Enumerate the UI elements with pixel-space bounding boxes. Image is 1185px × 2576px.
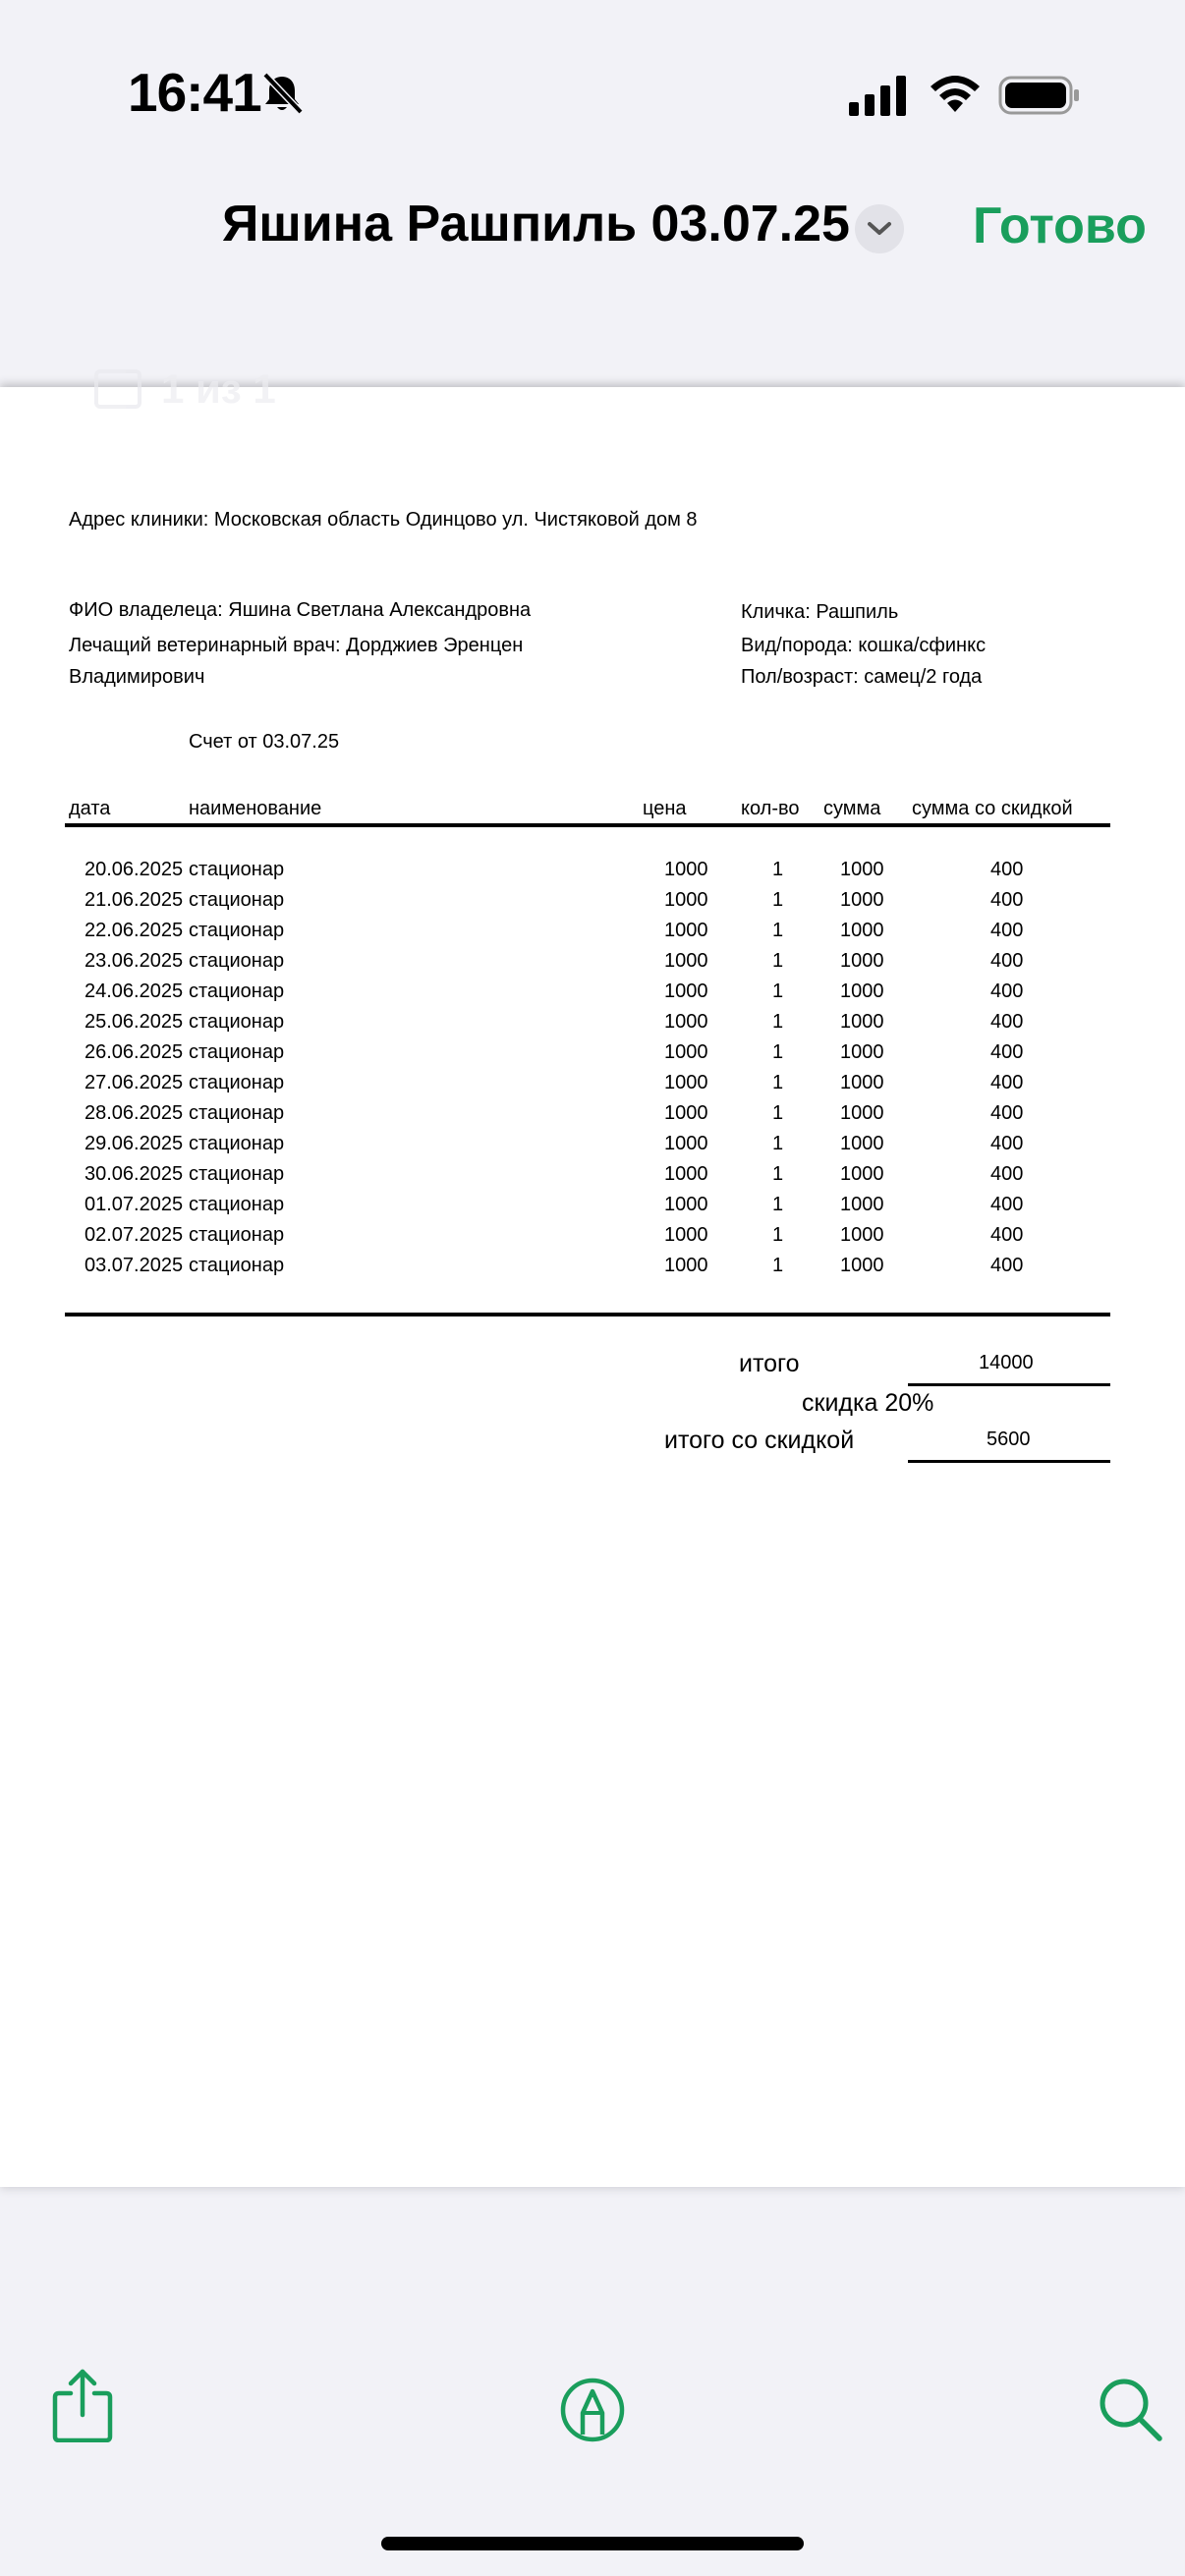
total-underline <box>908 1383 1110 1386</box>
cell-discounted: 400 <box>990 1011 1024 1033</box>
cell-price: 1000 <box>664 1224 708 1246</box>
cell-date: 21.06.2025 <box>85 889 184 911</box>
cell-qty: 1 <box>772 1011 784 1033</box>
cell-discounted: 400 <box>990 1224 1024 1246</box>
cell-name: стационар <box>189 1133 285 1154</box>
table-bottom-rule <box>65 1313 1110 1316</box>
discounted-total-label: итого со скидкой <box>664 1427 855 1454</box>
cell-qty: 1 <box>772 1194 784 1215</box>
cell-qty: 1 <box>772 1224 784 1246</box>
cell-price: 1000 <box>664 1163 708 1185</box>
cell-name: стационар <box>189 920 285 941</box>
cell-qty: 1 <box>772 859 784 880</box>
cell-qty: 1 <box>772 1163 784 1185</box>
col-header-sum: сумма <box>823 798 881 819</box>
bell-slash-icon <box>257 69 307 118</box>
cell-discounted: 400 <box>990 1194 1024 1215</box>
cell-date: 22.06.2025 <box>85 920 184 941</box>
cell-discounted: 400 <box>990 920 1024 941</box>
cell-qty: 1 <box>772 889 784 911</box>
discount-label: скидка 20% <box>802 1389 934 1417</box>
cell-name: стационар <box>189 980 285 1002</box>
document-page <box>0 387 1185 2187</box>
markup-pen-icon[interactable] <box>560 2378 625 2442</box>
cell-price: 1000 <box>664 920 708 941</box>
cell-name: стационар <box>189 1011 285 1033</box>
cell-date: 03.07.2025 <box>85 1255 184 1276</box>
cell-discounted: 400 <box>990 980 1024 1002</box>
cell-name: стационар <box>189 950 285 972</box>
cell-name: стационар <box>189 859 285 880</box>
table-row <box>0 1163 1185 1193</box>
cell-price: 1000 <box>664 950 708 972</box>
table-row <box>0 1041 1185 1071</box>
cell-name: стационар <box>189 1041 285 1063</box>
cell-qty: 1 <box>772 1072 784 1093</box>
table-row <box>0 1194 1185 1223</box>
cell-date: 25.06.2025 <box>85 1011 184 1033</box>
cell-sum: 1000 <box>840 1072 884 1093</box>
cell-date: 28.06.2025 <box>85 1102 184 1124</box>
table-row <box>0 889 1185 919</box>
cell-qty: 1 <box>772 1102 784 1124</box>
table-row <box>0 1224 1185 1254</box>
cell-name: стационар <box>189 1102 285 1124</box>
cell-name: стационар <box>189 1224 285 1246</box>
title-menu-button[interactable] <box>855 204 904 253</box>
table-row <box>0 1011 1185 1040</box>
col-header-date: дата <box>69 798 111 819</box>
cell-discounted: 400 <box>990 1102 1024 1124</box>
cell-date: 20.06.2025 <box>85 859 184 880</box>
cell-price: 1000 <box>664 1194 708 1215</box>
cell-sum: 1000 <box>840 1102 884 1124</box>
cell-sum: 1000 <box>840 1255 884 1276</box>
home-indicator <box>381 2537 804 2550</box>
document-title: Яшина Рашпиль 03.07.25 <box>222 196 850 252</box>
cellular-signal-icon <box>849 75 908 118</box>
cell-sum: 1000 <box>840 950 884 972</box>
cell-date: 30.06.2025 <box>85 1163 184 1185</box>
cell-qty: 1 <box>772 980 784 1002</box>
col-header-qty: кол-во <box>741 798 800 819</box>
cell-sum: 1000 <box>840 980 884 1002</box>
cell-date: 27.06.2025 <box>85 1072 184 1093</box>
header-rule <box>65 823 1110 827</box>
cell-date: 23.06.2025 <box>85 950 184 972</box>
search-icon[interactable] <box>1097 2376 1163 2442</box>
table-row <box>0 1133 1185 1162</box>
col-header-price: цена <box>643 798 687 819</box>
total-value: 14000 <box>979 1352 1034 1373</box>
chevron-down-icon <box>867 221 892 237</box>
cell-sum: 1000 <box>840 1194 884 1215</box>
share-icon[interactable] <box>51 2368 114 2442</box>
page-indicator <box>59 362 324 417</box>
cell-date: 01.07.2025 <box>85 1194 184 1215</box>
cell-date: 02.07.2025 <box>85 1224 184 1246</box>
doctor-name-cont: Владимирович <box>69 666 205 688</box>
cell-name: стационар <box>189 1163 285 1185</box>
cell-name: стационар <box>189 1255 285 1276</box>
cell-sum: 1000 <box>840 1163 884 1185</box>
pet-sex-age: Пол/возраст: самец/2 года <box>741 666 983 688</box>
cell-name: стационар <box>189 1194 285 1215</box>
cell-qty: 1 <box>772 1041 784 1063</box>
cell-qty: 1 <box>772 1133 784 1154</box>
cell-date: 26.06.2025 <box>85 1041 184 1063</box>
cell-discounted: 400 <box>990 1072 1024 1093</box>
table-row <box>0 920 1185 949</box>
table-row <box>0 859 1185 888</box>
table-row <box>0 1102 1185 1132</box>
wifi-icon <box>928 71 983 116</box>
page-thumbnail-icon <box>94 369 141 409</box>
cell-discounted: 400 <box>990 889 1024 911</box>
total-label: итого <box>739 1350 800 1377</box>
col-header-name: наименование <box>189 798 322 819</box>
cell-price: 1000 <box>664 859 708 880</box>
cell-price: 1000 <box>664 889 708 911</box>
cell-price: 1000 <box>664 1041 708 1063</box>
cell-price: 1000 <box>664 1255 708 1276</box>
cell-price: 1000 <box>664 1133 708 1154</box>
table-row <box>0 1072 1185 1101</box>
cell-price: 1000 <box>664 1072 708 1093</box>
cell-price: 1000 <box>664 980 708 1002</box>
pet-name: Кличка: Рашпиль <box>741 601 899 623</box>
status-bar <box>0 0 1185 187</box>
cell-sum: 1000 <box>840 1133 884 1154</box>
invoice-title: Счет от 03.07.25 <box>189 731 340 753</box>
cell-discounted: 400 <box>990 950 1024 972</box>
doctor-name: Лечащий ветеринарный врач: Дорджиев Эренцен <box>69 635 524 656</box>
cell-date: 24.06.2025 <box>85 980 184 1002</box>
pet-species: Вид/порода: кошка/сфинкс <box>741 635 987 656</box>
cell-sum: 1000 <box>840 889 884 911</box>
cell-name: стационар <box>189 889 285 911</box>
cell-date: 29.06.2025 <box>85 1133 184 1154</box>
cell-qty: 1 <box>772 920 784 941</box>
table-row <box>0 1255 1185 1284</box>
cell-sum: 1000 <box>840 859 884 880</box>
cell-sum: 1000 <box>840 1011 884 1033</box>
done-button[interactable]: Готово <box>973 197 1147 254</box>
cell-sum: 1000 <box>840 1224 884 1246</box>
cell-qty: 1 <box>772 1255 784 1276</box>
page-indicator-label: 1 из 1 <box>161 365 276 412</box>
cell-discounted: 400 <box>990 859 1024 880</box>
cell-sum: 1000 <box>840 1041 884 1063</box>
cell-qty: 1 <box>772 950 784 972</box>
discounted-total-underline <box>908 1460 1110 1463</box>
battery-icon <box>998 75 1081 116</box>
cell-discounted: 400 <box>990 1163 1024 1185</box>
cell-price: 1000 <box>664 1102 708 1124</box>
table-row <box>0 950 1185 980</box>
cell-discounted: 400 <box>990 1133 1024 1154</box>
discounted-total-value: 5600 <box>987 1428 1031 1450</box>
status-time: 16:41 <box>128 62 261 123</box>
clinic-address: Адрес клиники: Московская область Одинцово ул. Чистяковой дом 8 <box>69 509 698 531</box>
cell-sum: 1000 <box>840 920 884 941</box>
cell-price: 1000 <box>664 1011 708 1033</box>
cell-name: стационар <box>189 1072 285 1093</box>
cell-discounted: 400 <box>990 1255 1024 1276</box>
cell-discounted: 400 <box>990 1041 1024 1063</box>
table-row <box>0 980 1185 1010</box>
owner-name: ФИО владелеца: Яшина Светлана Александровна <box>69 599 532 621</box>
col-header-discounted: сумма со скидкой <box>912 798 1073 819</box>
